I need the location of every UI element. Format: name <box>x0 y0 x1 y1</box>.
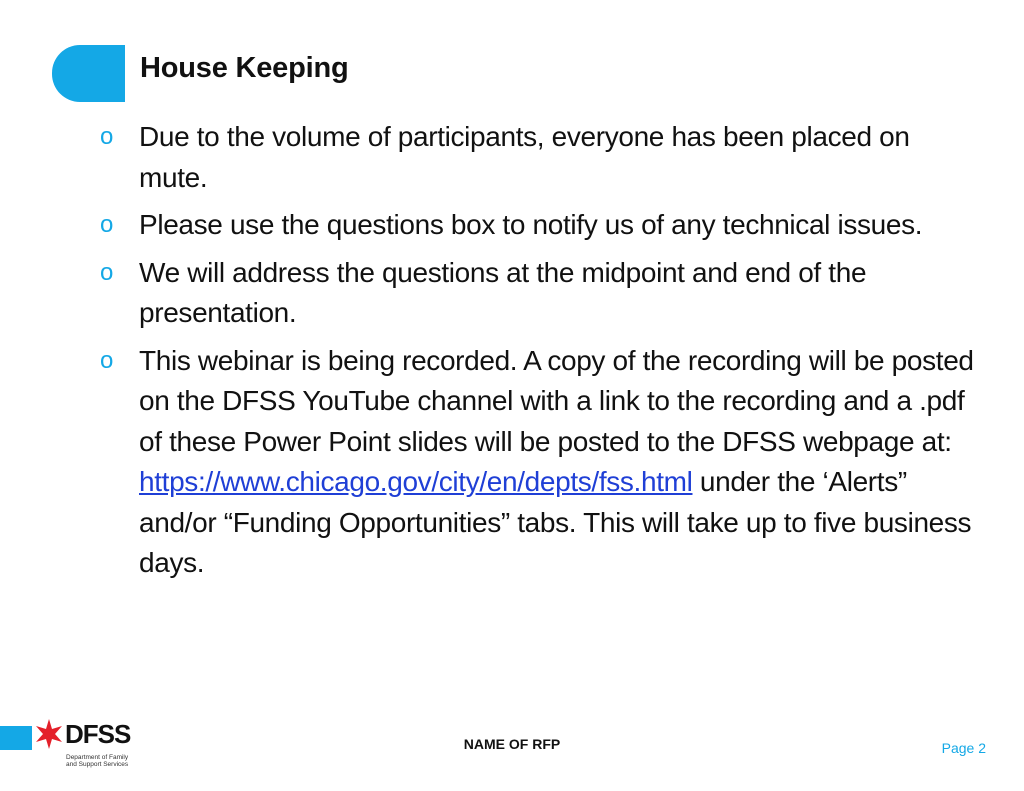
logo-wordmark: DFSS <box>65 719 131 749</box>
logo-subtitle: Department of Family and Support Services <box>66 754 129 768</box>
bullet-circle-icon: o <box>100 258 113 286</box>
footer-rfp-name: NAME OF RFP <box>463 736 561 752</box>
bullet-circle-icon: o <box>100 123 113 150</box>
bullet-item-recording <box>100 341 980 584</box>
bullet-text: Please use the questions box to notify us of any technical issues. <box>139 209 923 240</box>
dfss-webpage-link[interactable]: https://www.chicago.gov/city/en/depts/fss.html <box>139 466 693 497</box>
bullet-circle-icon: o <box>100 346 113 374</box>
page-number: Page 2 <box>941 740 986 756</box>
bullet-text-before-link: This webinar is being recorded. A copy of the recording will be posted on the DFSS YouTube channel with a link to the recording and a .pdf of these Power Point slides will be posted to the DFSS webpage at: <box>139 344 974 457</box>
bullet-item-address-questions <box>100 253 980 334</box>
title-accent-block <box>52 45 125 102</box>
bullet-text-after-link: under the ‘Alerts” and/or “Funding Opportunities” tabs. This will take up to five business days. <box>139 466 972 578</box>
bullet-item-mute <box>100 117 980 198</box>
bullet-item-questions-box <box>100 205 980 246</box>
slide-title: House Keeping <box>140 52 349 84</box>
bullet-circle-icon: o <box>100 211 113 238</box>
bullet-text: We will address the questions at the midpoint and end of the presentation. <box>139 256 867 328</box>
bullet-text: Due to the volume of participants, everyone has been placed on mute. <box>139 121 910 193</box>
bullet-list <box>100 117 980 591</box>
